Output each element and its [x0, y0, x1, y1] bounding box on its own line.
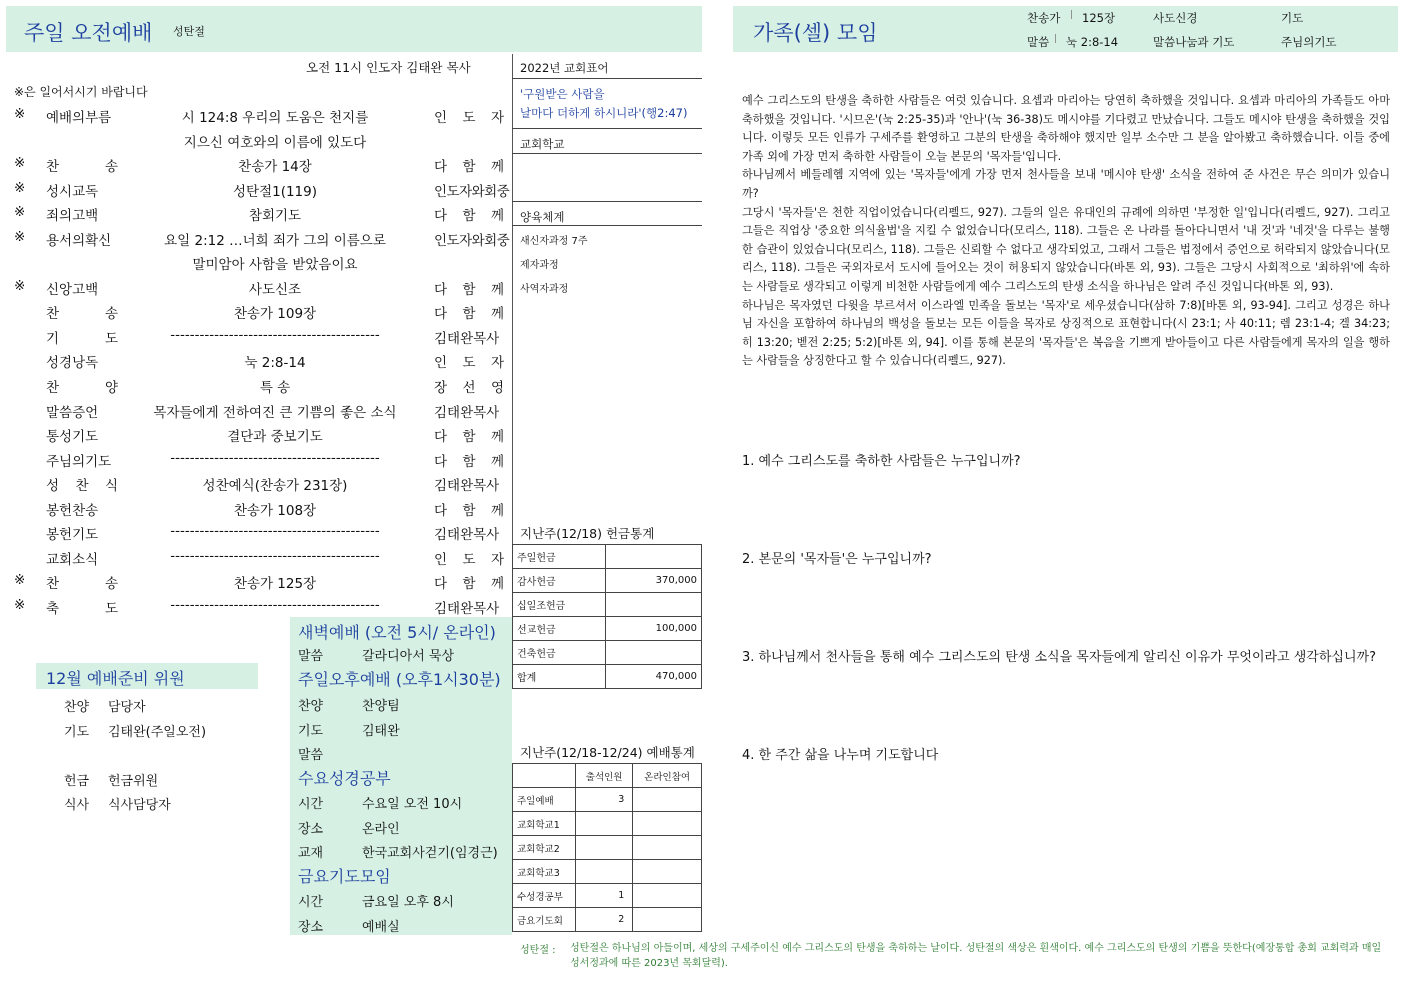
attendance-header-row: [513, 764, 702, 788]
order-row: [0, 177, 512, 202]
course-1: 새신자과정 7주: [520, 236, 588, 247]
rule: [512, 128, 702, 129]
order-row: [0, 545, 512, 570]
course-2: 제자과정: [520, 260, 559, 271]
attendance-row: [513, 812, 702, 836]
info-label: 헌금: [64, 773, 90, 789]
offering-amount: [606, 545, 702, 569]
order-item-leader: 인 도 자: [434, 355, 504, 372]
attendance-online: [633, 788, 702, 812]
offering-title: 지난주(12/18) 헌금통계: [520, 526, 655, 541]
offering-row: [513, 641, 702, 665]
attendance-present: 3: [576, 788, 633, 812]
question-2: 2. 본문의 '목자들'은 누구입니까?: [742, 552, 932, 567]
info-value: 한국교회사걷기(임경근): [362, 846, 498, 861]
creed: 사도신경: [1153, 11, 1198, 25]
attendance-label: 교회학교1: [513, 812, 576, 836]
stand-mark: ※: [14, 228, 26, 245]
service-subtitle: 성탄절: [173, 25, 205, 38]
order-row: [0, 398, 512, 423]
order-item-content: 특 송: [259, 380, 291, 397]
order-item-name: 통성기도: [46, 429, 99, 446]
attendance-online: [633, 908, 702, 932]
left-header-banner: [6, 6, 702, 52]
order-item-name: 축 도: [46, 600, 118, 617]
leader-line: 오전 11시 인도자 김태완 목사: [306, 60, 471, 75]
order-item-leader: 다 함 께: [434, 576, 504, 593]
attendance-header: 출석인원: [576, 764, 633, 788]
motto-line2: 날마다 더하게 하시니라'(행2:47): [520, 106, 688, 120]
pm-title: 주일오후예배 (오후1시30분): [298, 670, 501, 689]
question-4: 4. 한 주간 삶을 나누며 기도합니다: [742, 748, 939, 763]
hymn-label: 찬송가: [1027, 11, 1061, 25]
order-item-content: -------------------------------------------: [170, 547, 380, 564]
attendance-label: 주일예배: [513, 788, 576, 812]
order-of-worship: [0, 103, 512, 618]
offering-row: [513, 569, 702, 593]
attendance-present: 2: [576, 908, 633, 932]
order-item-name: 성경낭독: [46, 355, 99, 372]
share: 말씀나눔과 기도: [1153, 35, 1235, 49]
rule: [512, 225, 702, 226]
info-label: 시간: [298, 797, 324, 812]
attendance-row: [513, 836, 702, 860]
order-item-content: 사도신조: [248, 281, 302, 298]
attendance-present: [576, 812, 633, 836]
stand-mark: ※: [14, 596, 26, 613]
attendance-online: [633, 884, 702, 908]
order-item-name: 찬 송: [46, 576, 118, 593]
attendance-present: [576, 836, 633, 860]
attendance-label: 교회학교3: [513, 860, 576, 884]
service-title: 주일 오전예배: [24, 21, 153, 45]
attendance-table: [512, 763, 702, 932]
question-3: 3. 하나님께서 천사들을 통해 예수 그리스도의 탄생 소식을 목자들에게 알리신 이유가 무엇이라고 생각하십니까?: [742, 650, 1377, 665]
info-label: 찬양: [64, 700, 90, 715]
order-item-name: 봉헌찬송: [46, 502, 99, 519]
order-item-content: 목자들에게 전하여진 큰 기쁨의 좋은 소식: [153, 404, 397, 421]
order-item-name: 봉헌기도: [46, 527, 99, 544]
attendance-label: 교회학교2: [513, 836, 576, 860]
offering-amount: [606, 641, 702, 665]
info-value: 금요일 오후 8시: [362, 895, 454, 910]
order-item-name: 예배의부름: [46, 110, 112, 126]
fri-title: 금요기도모임: [298, 867, 391, 886]
stand-mark: ※: [14, 572, 26, 589]
dawn-label: 말씀: [298, 649, 324, 664]
info-value: 담당자: [108, 700, 146, 715]
order-item-content: 지으신 여호와의 이름에 있도다: [183, 134, 367, 151]
footnote-label: 성탄절 :: [520, 945, 556, 956]
order-item-leader: 다 함 께: [434, 429, 504, 446]
order-row: [0, 275, 512, 300]
offering-label: 십일조헌금: [513, 593, 606, 617]
attendance-label: 금요기도회: [513, 908, 576, 932]
attendance-online: [633, 860, 702, 884]
order-row: [0, 569, 512, 594]
attendance-row: [513, 884, 702, 908]
motto-title: 2022년 교회표어: [520, 61, 609, 75]
order-row: [0, 250, 512, 275]
order-item-leader: 다 함 께: [434, 502, 504, 519]
offering-label: 감사헌금: [513, 569, 606, 593]
committee-title: 12월 예배준비 위원: [46, 669, 185, 688]
info-label: 기도: [298, 723, 324, 739]
order-item-content: 찬송가 108장: [233, 502, 317, 519]
order-item-leader: 인 도 자: [434, 551, 504, 568]
order-row: [0, 103, 512, 128]
order-item-content: 찬송가 125장: [233, 576, 317, 593]
attendance-present: 1: [576, 884, 633, 908]
order-item-name: 찬 송: [46, 306, 118, 323]
order-item-content: 성탄절1(119): [232, 183, 317, 200]
offering-label: 합계: [513, 665, 606, 689]
order-row: [0, 226, 512, 251]
word-sep: |: [1054, 34, 1058, 44]
order-item-leader: 김태완목사: [434, 404, 500, 421]
order-item-content: 찬송가 109장: [233, 306, 317, 323]
order-item-leader: 인도자와회중: [434, 183, 510, 200]
dawn-value: 갈라디아서 묵상: [362, 649, 455, 664]
stand-note: ※은 일어서시기 바랍니다: [14, 85, 148, 99]
footnote-text: 성탄절은 하나님의 아들이며, 세상의 구세주이신 예수 그리스도의 탄생을 축하하는 날이다. 성탄절의 색상은 흰색이다. 예수 그리스도의 탄생의 기쁨을 뜻한다(예장통합 총회 교회력과 매일성서정과에 따른 2023년 목회달력).: [570, 943, 1382, 969]
order-row: [0, 373, 512, 398]
order-row: [0, 299, 512, 324]
order-item-name: 말씀증언: [46, 404, 99, 421]
offering-row: [513, 545, 702, 569]
order-row: [0, 152, 512, 177]
attendance-header: [513, 764, 576, 788]
info-label: 기도: [64, 724, 90, 740]
order-item-content: 결단과 중보기도: [227, 429, 323, 446]
word-label: 말씀: [1027, 35, 1050, 49]
order-item-content: 시 124:8 우리의 도움은 천지를: [181, 110, 369, 126]
info-label: 시간: [298, 895, 324, 910]
order-item-leader: 다 함 께: [434, 281, 504, 298]
stand-mark: ※: [14, 179, 26, 196]
order-row: [0, 422, 512, 447]
rule: [512, 201, 702, 202]
offering-label: 주일헌금: [513, 545, 606, 569]
dawn-title: 새벽예배 (오전 5시/ 온라인): [298, 623, 496, 642]
rule: [512, 78, 702, 79]
order-item-content: 말미암아 사함을 받았음이요: [192, 257, 358, 274]
offering-row: [513, 593, 702, 617]
order-item-name: 주님의기도: [46, 453, 112, 470]
nurture-system: 양육체계: [520, 210, 565, 224]
order-item-leader: 인 도 자: [434, 110, 504, 126]
order-item-name: 죄의고백: [46, 208, 99, 225]
wed-title: 수요성경공부: [298, 769, 391, 788]
lords-prayer: 주님의기도: [1281, 35, 1337, 49]
order-item-name: 교회소식: [46, 551, 99, 568]
stand-mark: ※: [14, 277, 26, 294]
info-value: 예배실: [362, 919, 400, 935]
order-item-content: 눅 2:8-14: [244, 355, 306, 372]
order-row: [0, 128, 512, 153]
attendance-present: [576, 860, 633, 884]
sermon-commentary: 예수 그리스도의 탄생을 축하한 사람들은 여럿 있습니다. 요셉과 마리아는 당연히 축하했을 것입니다. 요셉과 마리아의 가족들도 아마 축하했을 것입니다. '시므온'(눅 2:25-35)과 '안나'(눅 36-38)도 메시야를 기다렸고 만났습니다. 그들도 메시야 탄생을 축하했을 것입니다. 이렇듯 모든 인류가 구세주를 환영하고 그분의 탄생을 축하해야 했지만 일부 소수만 그 분을 알아봤고 축하했습니다. 이들 중에 가족 외에 가장 먼저 축하한 사람들이 오늘 본문의 '목자들'입니다. 하나님께서 베들레헴 지역에 있는 '목자들'에게 가장 먼저 천사들을 보내 '메시야 탄생' 소식을 전하여 준 사건은 무슨 의미가 있습니까? 그당시 '목자들'은 천한 직업이었습니다(리펠드, 927). 그들의 일은 유대인의 규례에 의하면 '부정한 일'입니다(리펠드, 927). 그리고 그들은 직업상 '중요한 의식율법'을 지킬 수 없었습니다(모리스, 118). 그들은 온 나라를 돌아다니면서 '내 것'과 '네것'을 다루는 불행한 습관이 있었습니다(모리스, 118). 그들은 신뢰할 수 없다고 생각되었고, 그래서 그들은 법정에서 증언으로 허락되지 않았습니다(모리스, 118). 그들은 국외자로서 도시에 들어오는 것이 허용되지 않았습니다(바톤 외, 93). 그들은 그당시 사회적으로 '최하위'에 속하는 사람들로 생각되고 이렇게 비천한 사람들에게 예수 그리스도의 탄생 소식을 하나님은 알려 주신 것입니다(바톤 외, 93). 하나님은 목자였던 다윗을 부르셔서 이스라엘 민족을 돌보는 '목자'로 세우셨습니다(삼하 7:8)[바톤 외, 93-94]. 그리고 성경은 하나님 자신을 포함하여 하나님의 백성을 돌보는 모든 이들을 목자로 상징적으로 표현합니다(시 23:1; 사 40:11; 렘 23:1-4; 겔 34:23; 히 13:20; 벧전 2:25; 5:2)[바톤 외, 94]. 이를 통해 본문의 '목자들'은 복음을 기쁘게 받아들이고 다른 사람들에게 목자의 일을 행하는 사람들을 상징한다고 할 수 있습니다(리펠드, 927).: [742, 94, 1390, 368]
order-item-content: 성찬예식(찬송가 231장): [202, 478, 348, 495]
info-label: 장소: [298, 919, 324, 935]
order-item-leader: 다 함 께: [434, 306, 504, 323]
order-item-leader: 김태완목사: [434, 527, 500, 544]
order-item-leader: 인도자와회중: [434, 232, 510, 249]
order-item-name: 기 도: [46, 330, 118, 347]
hymn-sep: |: [1070, 10, 1074, 20]
order-item-name: 용서의확신: [46, 232, 112, 249]
column-divider: [512, 54, 513, 620]
info-label: 식사: [64, 798, 90, 813]
attendance-title: 지난주(12/18-12/24) 예배통계: [520, 745, 695, 760]
order-item-content: 요일 2:12 …너희 죄가 그의 이름으로: [164, 232, 386, 249]
order-item-name: 찬 양: [46, 380, 118, 397]
offering-row: [513, 617, 702, 641]
church-school: 교회학교: [520, 137, 565, 151]
attendance-online: [633, 836, 702, 860]
order-row: [0, 447, 512, 472]
hymn-value: 125장: [1082, 11, 1116, 25]
word-value: 눅 2:8-14: [1066, 35, 1119, 49]
cell-meeting-title: 가족(셀) 모임: [753, 21, 878, 45]
stand-mark: ※: [14, 204, 26, 221]
info-value: 온라인: [362, 821, 400, 837]
order-row: [0, 348, 512, 373]
info-value: 김태완(주일오전): [108, 724, 207, 740]
order-row: [0, 594, 512, 619]
committee-banner: [36, 663, 258, 689]
attendance-row: [513, 908, 702, 932]
info-value: 수요일 오전 10시: [362, 797, 463, 812]
info-value: 식사담당자: [108, 798, 171, 813]
course-3: 사역자과정: [520, 284, 569, 295]
order-item-name: 성 찬 식: [46, 478, 118, 495]
motto-line1: '구원받은 사람을: [520, 87, 605, 101]
order-item-leader: 다 함 께: [434, 208, 504, 225]
attendance-label: 수성경공부: [513, 884, 576, 908]
stand-mark: ※: [14, 155, 26, 172]
attendance-row: [513, 860, 702, 884]
order-row: [0, 471, 512, 496]
offering-amount: 470,000: [606, 665, 702, 689]
order-item-leader: 다 함 께: [434, 453, 504, 470]
order-item-name: 성시교독: [46, 183, 99, 200]
order-item-content: -------------------------------------------: [170, 326, 380, 343]
info-value: 김태완: [362, 723, 400, 739]
offering-label: 건축헌금: [513, 641, 606, 665]
info-label: 찬양: [298, 699, 324, 714]
rule: [512, 153, 702, 154]
order-item-leader: 다 함 께: [434, 159, 504, 176]
order-item-leader: 김태완목사: [434, 478, 500, 495]
order-item-leader: 김태완목사: [434, 330, 500, 347]
prayer: 기도: [1281, 11, 1304, 25]
offering-row: [513, 665, 702, 689]
order-item-name: 찬 송: [46, 159, 118, 176]
offering-amount: 370,000: [606, 569, 702, 593]
attendance-row: [513, 788, 702, 812]
order-item-content: -------------------------------------------: [170, 596, 380, 613]
right-header-banner: [733, 6, 1398, 52]
order-row: [0, 201, 512, 226]
offering-table: [512, 544, 702, 689]
info-value: 헌금위원: [108, 773, 159, 789]
stand-mark: ※: [14, 106, 26, 122]
offering-label: 선교헌금: [513, 617, 606, 641]
offering-amount: [606, 593, 702, 617]
offering-amount: 100,000: [606, 617, 702, 641]
order-item-leader: 김태완목사: [434, 600, 500, 617]
attendance-online: [633, 812, 702, 836]
info-value: 찬양팀: [362, 699, 400, 714]
info-label: 말씀: [298, 748, 324, 763]
info-label: 교재: [298, 846, 324, 861]
order-row: [0, 496, 512, 521]
order-item-content: -------------------------------------------: [170, 523, 380, 540]
attendance-header: 온라인참여: [633, 764, 702, 788]
order-item-content: 찬송가 14장: [238, 159, 312, 176]
order-item-leader: 장 선 영: [434, 380, 504, 397]
order-row: [0, 324, 512, 349]
order-item-name: 신앙고백: [46, 281, 99, 298]
order-row: [0, 520, 512, 545]
info-label: 장소: [298, 821, 324, 837]
order-item-content: -------------------------------------------: [170, 449, 380, 466]
order-item-content: 참회기도: [248, 208, 302, 225]
question-1: 1. 예수 그리스도를 축하한 사람들은 누구입니까?: [742, 454, 1021, 469]
